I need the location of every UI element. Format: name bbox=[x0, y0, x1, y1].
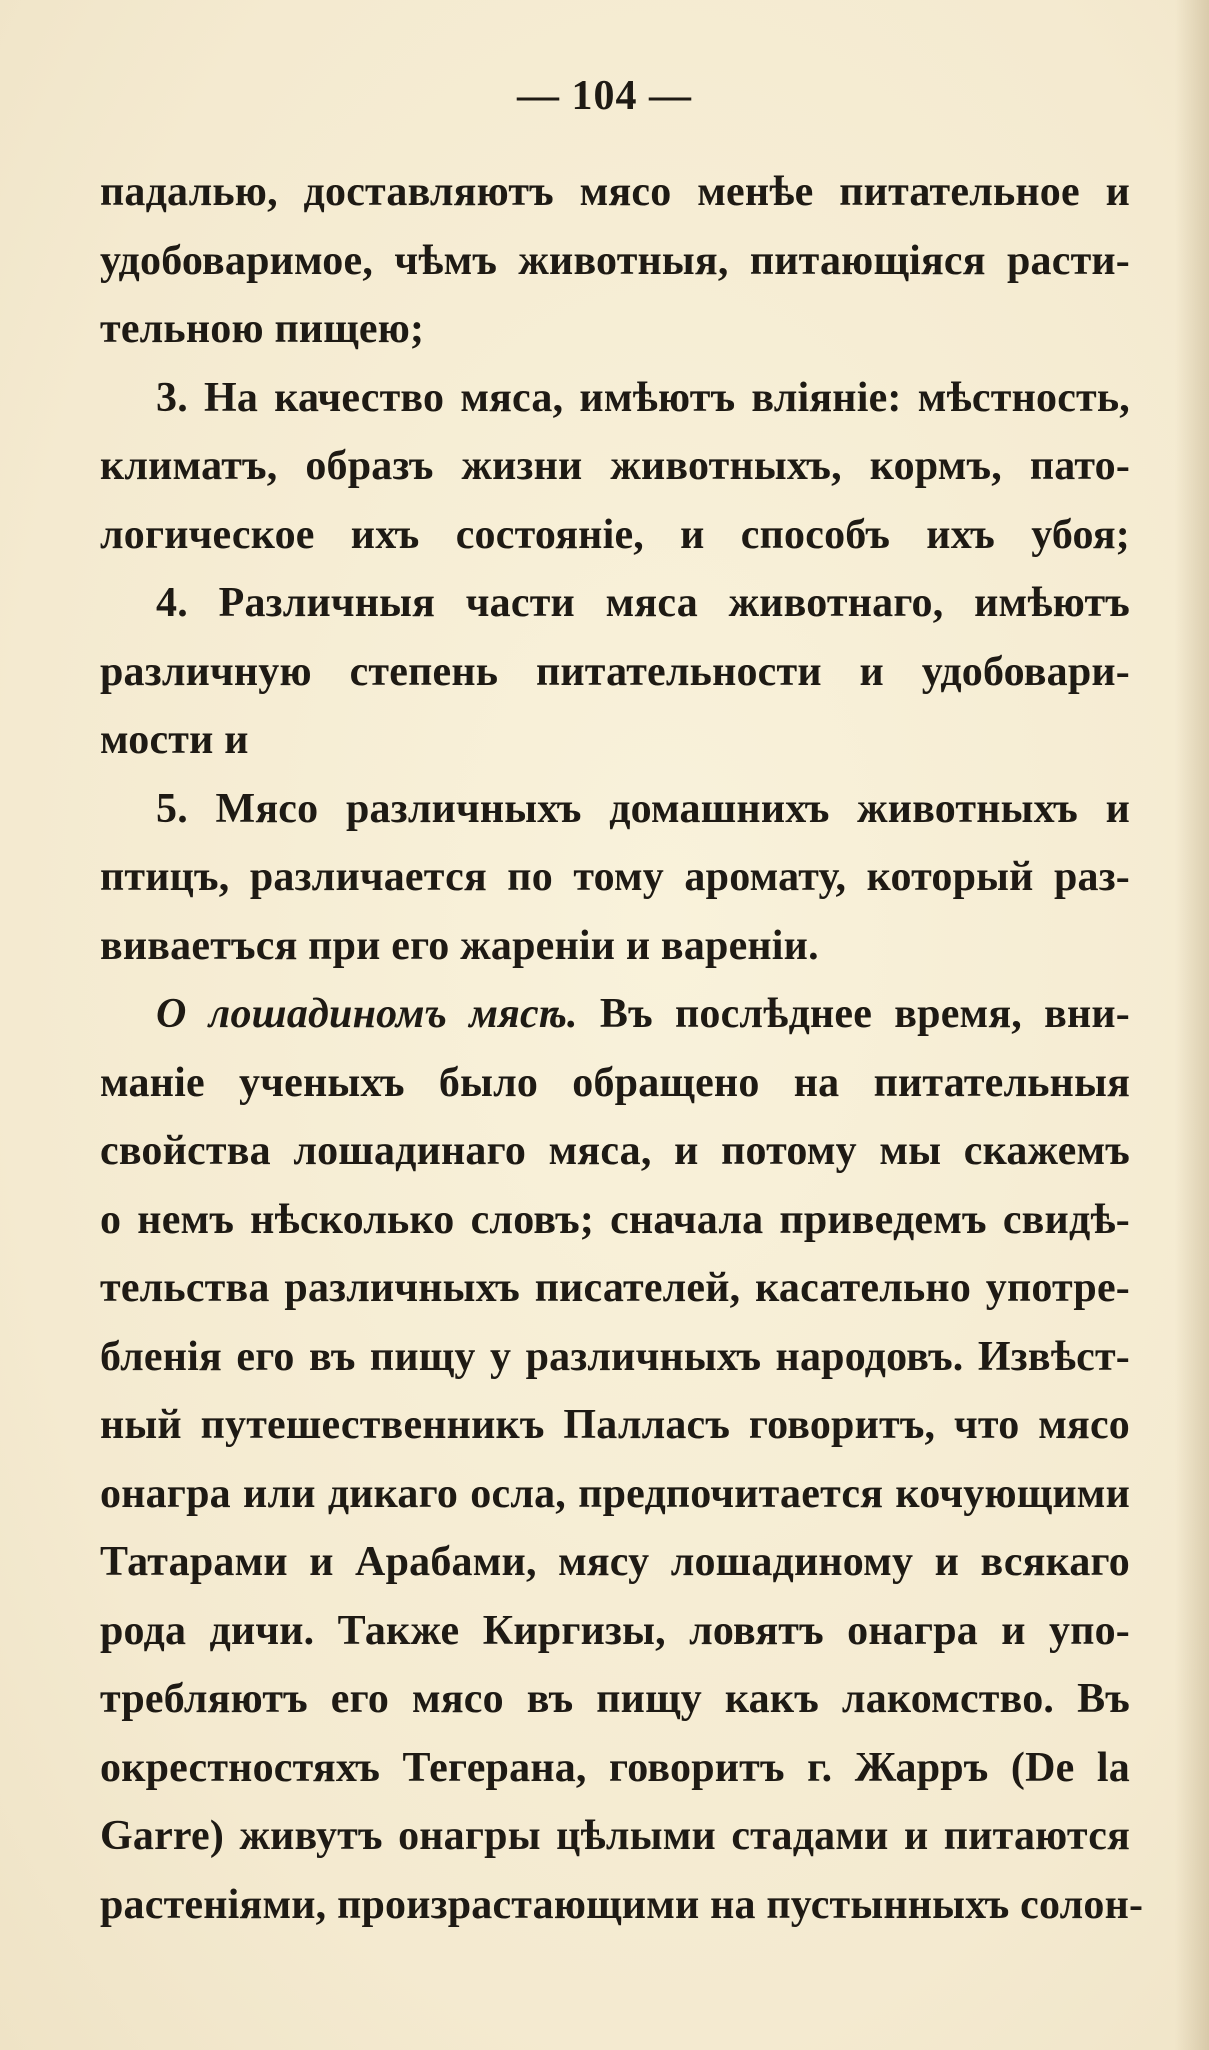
text-line bbox=[100, 1117, 1130, 1186]
text-line-content: Въ послѣднее время, вни- bbox=[577, 991, 1130, 1037]
text-line-content: тельною пищею; bbox=[100, 306, 425, 352]
text-line bbox=[100, 501, 1130, 570]
text-line-content: окрестностяхъ Тегерана, говоритъ г. Жарръ (De la bbox=[100, 1744, 1130, 1791]
text-line-content: Татарами и Арабами, мясу лошадиному и всякаго bbox=[100, 1539, 1130, 1585]
text-line-content: требляютъ его мясо въ пищу какъ лакомство. Въ bbox=[100, 1676, 1130, 1722]
text-line bbox=[100, 432, 1130, 501]
text-line bbox=[100, 1597, 1130, 1666]
text-line-content: птицъ, различается по тому аромату, который раз- bbox=[100, 854, 1130, 900]
text-line-content: маніе ученыхъ было обращено на питательныя bbox=[100, 1059, 1130, 1106]
text-line bbox=[100, 1391, 1130, 1460]
text-line-content: 3. На качество мяса, имѣютъ вліяніе: мѣстность, bbox=[156, 374, 1130, 421]
text-line bbox=[100, 706, 1130, 775]
text-line-content: бленія его въ пищу у различныхъ народовъ. Извѣст- bbox=[100, 1333, 1130, 1380]
text-line bbox=[100, 1254, 1130, 1323]
text-line bbox=[100, 1665, 1130, 1734]
text-line bbox=[100, 1871, 1144, 1940]
text-line bbox=[100, 295, 1130, 364]
text-line-content: о немъ нѣсколько словъ; сначала приведемъ свидѣ- bbox=[100, 1196, 1130, 1243]
text-line bbox=[100, 227, 1130, 296]
text-line bbox=[100, 364, 1130, 433]
text-line bbox=[100, 1323, 1130, 1392]
text-line-content: 5. Мясо различныхъ домашнихъ животныхъ и bbox=[156, 785, 1130, 832]
text-line bbox=[100, 1460, 1130, 1529]
text-line bbox=[100, 1186, 1130, 1255]
text-line bbox=[100, 569, 1130, 638]
page-edge-shadow bbox=[1175, 0, 1209, 2050]
text-line-content: климатъ, образъ жизни животныхъ, кормъ, пато- bbox=[100, 443, 1130, 489]
text-line bbox=[100, 638, 1130, 707]
text-line bbox=[100, 912, 1130, 981]
text-line-content: падалью, доставляютъ мясо менѣе питательное и bbox=[100, 169, 1130, 215]
italic-heading: О лошадиномъ мясѣ. bbox=[156, 991, 578, 1037]
text-line-content: 4. Различныя части мяса животнаго, имѣютъ bbox=[156, 580, 1130, 626]
text-line bbox=[100, 980, 1130, 1049]
text-line-content: Garre) живутъ онагры цѣлыми стадами и питаются bbox=[100, 1813, 1130, 1859]
text-line-content: онагра или дикаго осла, предпочитается кочующими bbox=[100, 1470, 1130, 1517]
text-line bbox=[100, 1802, 1130, 1871]
text-line-content: тельства различныхъ писателей, касательно употре- bbox=[100, 1265, 1130, 1311]
text-line bbox=[100, 158, 1130, 227]
text-line-content: виваетъся при его жареніи и вареніи. bbox=[100, 922, 819, 969]
text-line bbox=[100, 1528, 1130, 1597]
text-line-content: рода дичи. Также Киргизы, ловятъ онагра и упо- bbox=[100, 1607, 1130, 1654]
text-line-content: удобоваримое, чѣмъ животныя, питающіяся расти- bbox=[100, 237, 1130, 284]
text-line bbox=[100, 1049, 1130, 1118]
text-line-content: мости и bbox=[100, 717, 249, 763]
text-line-content: логическое ихъ состояніе, и способъ ихъ убоя; bbox=[100, 511, 1130, 558]
page-number-header: — 104 — bbox=[517, 73, 692, 119]
text-line bbox=[100, 1734, 1130, 1803]
text-line bbox=[100, 843, 1130, 912]
text-line-content: свойства лошадинаго мяса, и потому мы скажемъ bbox=[100, 1128, 1130, 1174]
text-line-content: различную степень питательности и удобовари- bbox=[100, 648, 1130, 695]
page-text-block bbox=[100, 158, 1144, 1939]
text-line bbox=[100, 775, 1130, 844]
text-line-content: ный путешественникъ Палласъ говоритъ, что мясо bbox=[100, 1402, 1130, 1448]
text-line-content: растеніями, произрастающими на пустынныхъ солон- bbox=[100, 1881, 1144, 1928]
